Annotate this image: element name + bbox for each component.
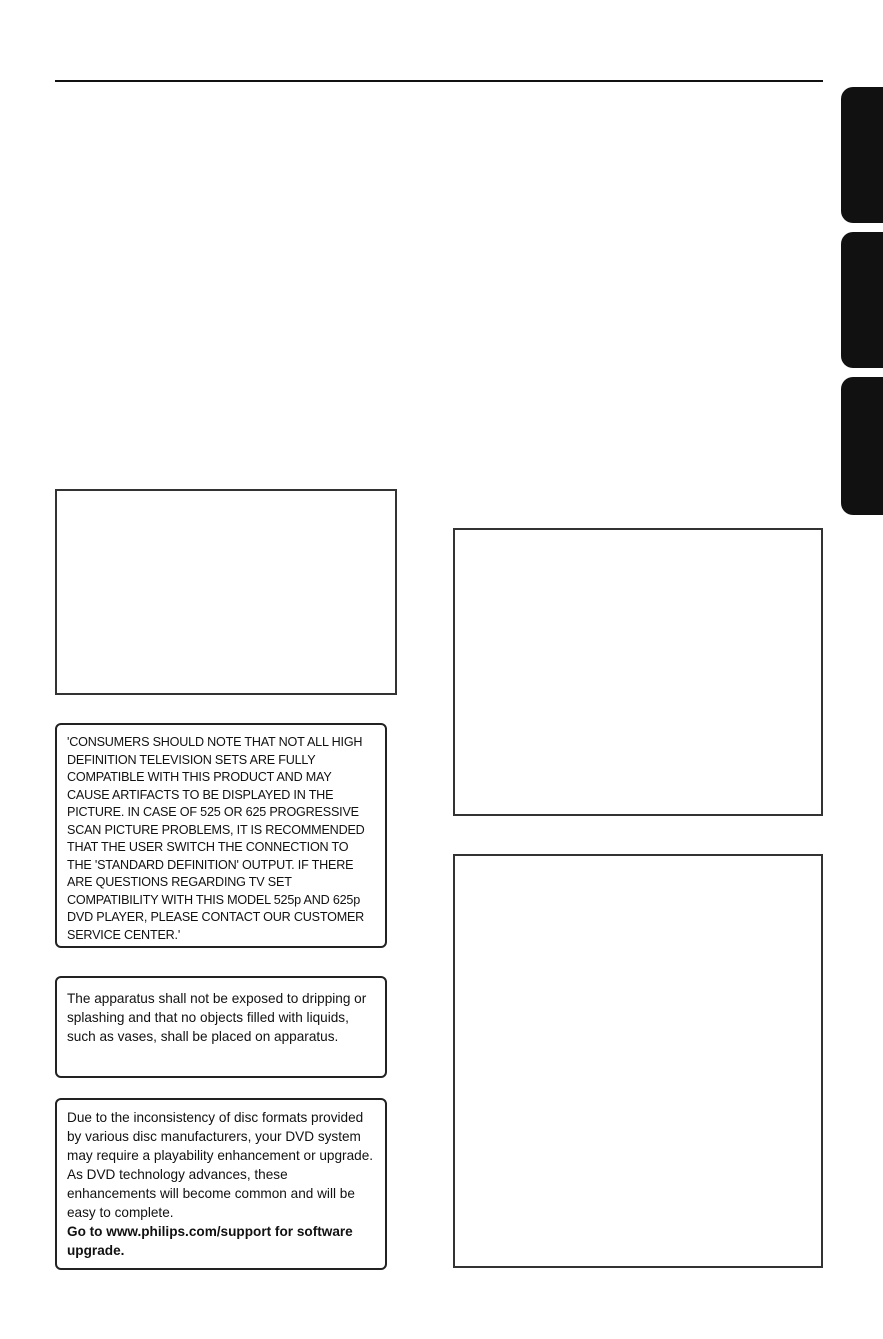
empty-frame-right-top [453, 528, 823, 816]
disc-notice-text: Due to the inconsistency of disc formats provided by various disc manufacturers, your DVD system may require a playability enhancement or upgrade. As DVD technology advances, these enhancements will become common and will be easy to complete. [67, 1110, 374, 1220]
dripping-notice-text: The apparatus shall not be exposed to dripping or splashing and that no objects filled with liquids, such as vases, shall be placed on apparatus. [67, 991, 367, 1044]
software-upgrade-link[interactable]: Go to www.philips.com/support for software upgrade. [67, 1224, 353, 1258]
dripping-warning-notice [55, 976, 387, 1078]
language-tab-1[interactable] [841, 87, 883, 223]
language-tab-3[interactable] [841, 377, 883, 515]
disc-format-notice [55, 1098, 387, 1270]
hdtv-compatibility-notice [55, 723, 387, 948]
header-rule [55, 80, 823, 82]
empty-frame-right-bottom [453, 854, 823, 1268]
empty-frame-left [55, 489, 397, 695]
hdtv-notice-text: 'CONSUMERS SHOULD NOTE THAT NOT ALL HIGH DEFINITION TELEVISION SETS ARE FULLY COMPATIBLE WITH THIS PRODUCT AND MAY CAUSE ARTIFACTS TO BE DISPLAYED IN THE PICTURE. IN CASE OF 525 OR 625 PROGRESSIVE SCAN PICTURE PROBLEMS, IT IS RECOMMENDED THAT THE USER SWITCH THE CONNECTION TO THE 'STANDARD DEFINITION' OUTPUT. IF THERE ARE QUESTIONS REGARDING TV SET COMPATIBILITY WITH THIS MODEL 525p AND 625p DVD PLAYER, PLEASE CONTACT OUR CUSTOMER SERVICE CENTER.' [67, 735, 365, 942]
language-tab-2[interactable] [841, 232, 883, 368]
